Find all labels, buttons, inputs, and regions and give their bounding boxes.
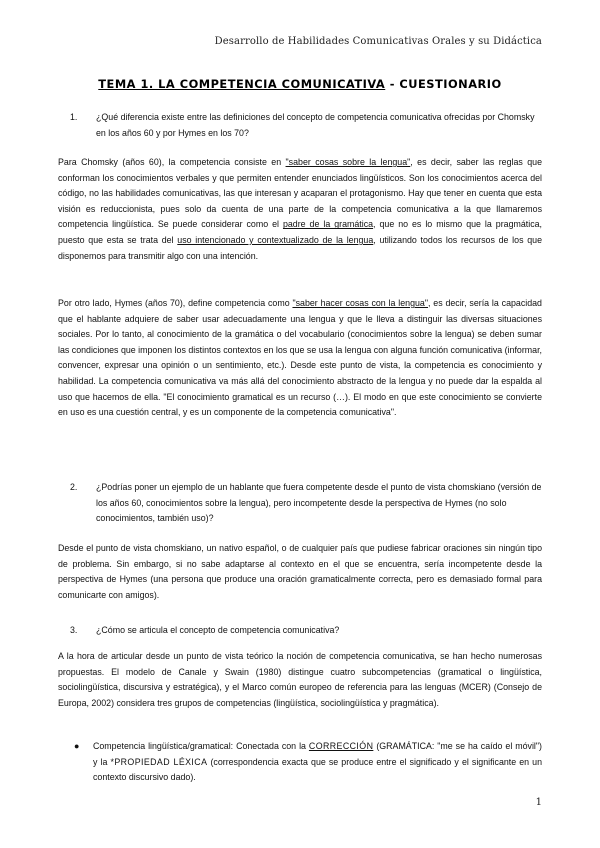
bullet-text-a: Competencia lingüística/gramatical: Conectada con la bbox=[93, 741, 309, 751]
question-3-number: 3. bbox=[70, 625, 78, 635]
p1-text-c: , es decir, saber las reglas que conforman los conocimientos verbales y que permiten entender enunciados lingüísticos. Son los conocimientos acerca del código, no las habilidades comunicativas, las que interesan y acaparan el protagonismo. Hay que tener en cuenta que esta visión es reduccionista, pues solo da cuenta de una parte de la competencia comunicativa a la que llamaremos competencia lingüística. Se puede considerar como el bbox=[58, 157, 542, 230]
question-3-text: ¿Cómo se articula el concepto de competencia comunicativa? bbox=[96, 625, 340, 635]
question-2 bbox=[70, 480, 542, 527]
p2-text-c: , es decir, sería la capacidad que el hablante adquiere de saber usar adecuadamente una lengua y que le lleva a distinguir las diversas situaciones sociales. Por lo tanto, al conocimiento de la gramática o del vocabulario (conocimientos sobre la lengua) se deben sumar las condiciones que imponen los distintos contextos en los que se usa la lengua con alguna función comunicativa (informar, convencer, expresar una opinión o un sentimiento, etc.). Desde este punto de vista, la competencia es conocimiento y habilidad. La competencia comunicativa va más allá del conocimiento abstracto de la lengua y no puede dar la espalda al uso que hacemos de ella. "El conocimiento gramatical es un recurso (…). El modo en que este conocimiento se convierte en uso es una cuestión central, y es un componente de la competencia comunicativa". bbox=[58, 298, 542, 418]
p1-text-g: , utilizando todos los recursos de los que disponemos para transmitir algo con una intención. bbox=[58, 234, 542, 261]
paragraph-example: Desde el punto de vista chomskiano, un nativo español, o de cualquier país que pudiese fabricar oraciones sin ningún tipo de problema. Sin embargo, si no sabe adaptarse al contexto en el que se encuentra, sería incompetente desde la perspectiva de Hymes (una persona que produce una oración gramaticalmente correcta, pero es demasiado formal para comunicarte con amigos). bbox=[58, 543, 542, 600]
running-header: Desarrollo de Habilidades Comunicativas Orales y su Didáctica bbox=[214, 36, 542, 47]
bullet-text-e: (correspondencia exacta que se produce entre el significado y el significante en un contexto discursivo dado). bbox=[93, 756, 543, 783]
p2-text-a: Por otro lado, Hymes (años 70), define competencia como bbox=[58, 298, 293, 308]
question-1-number: 1. bbox=[70, 112, 78, 122]
question-3 bbox=[70, 623, 542, 639]
p1-underlined-uso: uso intencionado y contextualizado de la lengua bbox=[177, 234, 374, 245]
paragraph-chomsky bbox=[58, 155, 542, 264]
title-suffix: - CUESTIONARIO bbox=[385, 77, 502, 91]
bullet-propiedad-lexica: *PROPIEDAD LÉXICA bbox=[110, 756, 208, 767]
bullet-text bbox=[93, 739, 542, 786]
page-title bbox=[0, 77, 600, 91]
question-2-text: ¿Podrías poner un ejemplo de un hablante que fuera competente desde el punto de vista chomskiano (versión de los años 60, conocimientos sobre la lengua), pero incompetente desde la perspectiva de Hymes (no solo conocimientos, también uso)? bbox=[96, 482, 542, 524]
bullet-correccion: CORRECCIÓN bbox=[308, 741, 374, 751]
bullet-marker: ● bbox=[74, 741, 80, 751]
bullet-text-c: (GRAMÁTICA: "me se ha caído el móvil") y la bbox=[93, 741, 542, 767]
page-number: 1 bbox=[535, 797, 542, 808]
question-1 bbox=[70, 110, 542, 141]
paragraph-articulation: A la hora de articular desde un punto de vista teórico la noción de competencia comunicativa, se han hecho numerosas propuestas. El modelo de Canale y Swain (1980) distingue cuatro subcompetencias (gramatical o lingüística, sociolingüística, discursiva y estratégica), y el Marco común europeo de referencia para las lenguas (MCER) (Consejo de Europa, 2002) considera tres grupos de competencias (lingüística, sociolingüística y pragmática). bbox=[58, 651, 542, 708]
p1-quote-underlined: "saber cosas sobre la lengua" bbox=[285, 157, 411, 167]
bullet-competencia-linguistica bbox=[74, 739, 543, 786]
question-2-number: 2. bbox=[70, 482, 78, 492]
p1-text-e: , que no es lo mismo que la pragmática, puesto que esta se trata del bbox=[58, 219, 542, 245]
p2-quote-underlined: "saber hacer cosas con la lengua" bbox=[292, 298, 428, 308]
question-1-text: ¿Qué diferencia existe entre las definiciones del concepto de competencia comunicativa ofrecidas por Chomsky en los años 60 y por Hymes en los 70? bbox=[96, 112, 535, 138]
title-main: TEMA 1. LA COMPETENCIA COMUNICATIVA bbox=[98, 77, 386, 91]
p1-underlined-gramatica: padre de la gramática bbox=[282, 219, 374, 230]
p1-text-a: Para Chomsky (años 60), la competencia consiste en bbox=[58, 157, 286, 167]
paragraph-hymes bbox=[58, 296, 542, 421]
